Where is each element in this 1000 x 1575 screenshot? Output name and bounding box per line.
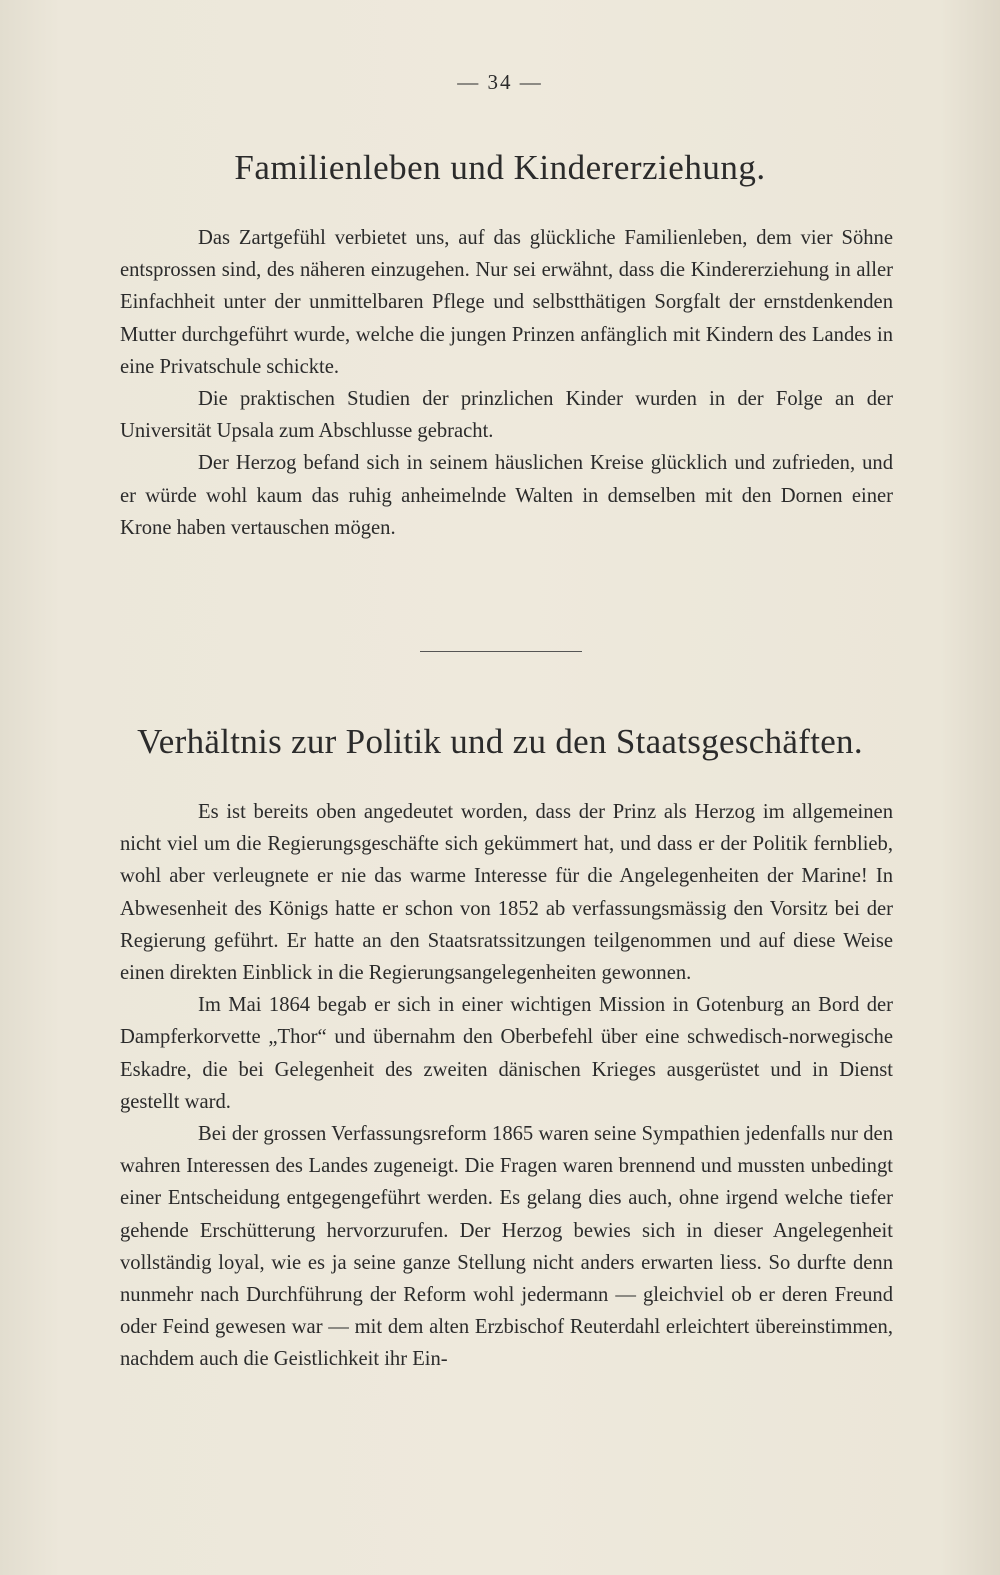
section-politics (120, 796, 893, 1376)
paragraph: Im Mai 1864 begab er sich in einer wichtigen Mission in Gotenburg an Bord der Dampferkorvette „Thor“ und übernahm den Oberbefehl über eine schwedisch-norwegische Eskadre, die bei Gelegenheit des zweiten dänischen Krieges ausgerüstet und in Dienst gestellt ward. (120, 994, 893, 1113)
section-title-family-life: Familienleben und Kindererziehung. (234, 148, 766, 187)
paragraph: Es ist bereits oben angedeutet worden, dass der Prinz als Herzog im allgemeinen nicht viel um die Regierungsgeschäfte sich gekümmert hat, und dass er der Politik fernblieb, wohl aber verleugnete er nie das warme Interesse für die Angelegenheiten der Marine! In Abwesenheit des Königs hatte er schon von 1852 ab verfassungsmässig den Vorsitz bei der Regierung geführt. Er hatte an den Staatsratssitzungen teilgenommen und auf diese Weise einen direkten Einblick in die Regierungsangelegenheiten gewonnen. (120, 801, 893, 985)
section-divider (420, 651, 582, 652)
paragraph: Die praktischen Studien der prinzlichen Kinder wurden in der Folge an der Universität Upsala zum Abschlusse gebracht. (120, 388, 893, 443)
page-number: — 34 — (457, 70, 543, 94)
section-family-life (120, 222, 893, 544)
paragraph: Das Zartgefühl verbietet uns, auf das glückliche Familienleben, dem vier Söhne entsprossen sind, des näheren einzugehen. Nur sei erwähnt, dass die Kindererziehung in aller Einfachheit unter der unmittelbaren Pflege und selbstthätigen Sorgfalt der ernstdenkenden Mutter durchgeführt wurde, welche die jungen Prinzen anfänglich mit Kindern des Landes in eine Privatschule schickte. (120, 227, 893, 378)
section-title-politics: Verhältnis zur Politik und zu den Staatsgeschäften. (137, 722, 863, 761)
paragraph: Der Herzog befand sich in seinem häuslichen Kreise glücklich und zufrieden, und er würde wohl kaum das ruhig anheimelnde Walten in demselben mit den Dornen einer Krone haben vertauschen mögen. (120, 452, 893, 539)
paragraph: Bei der grossen Verfassungsreform 1865 waren seine Sympathien jedenfalls nur den wahren Interessen des Landes zugeneigt. Die Fragen waren brennend und mussten unbedingt einer Entscheidung entgegengeführt werden. Es gelang dies auch, ohne irgend welche tiefer gehende Erschütterung hervorzurufen. Der Herzog bewies sich in dieser Angelegenheit vollständig loyal, wie es ja seine ganze Stellung nicht anders erwarten liess. So durfte denn nunmehr nach Durchführung der Reform wohl jedermann — gleichviel ob er deren Freund oder Feind gewesen war — mit dem alten Erzbischof Reuterdahl erleichtert übereinstimmen, nachdem auch die Geistlichkeit ihr Ein- (120, 1123, 893, 1371)
